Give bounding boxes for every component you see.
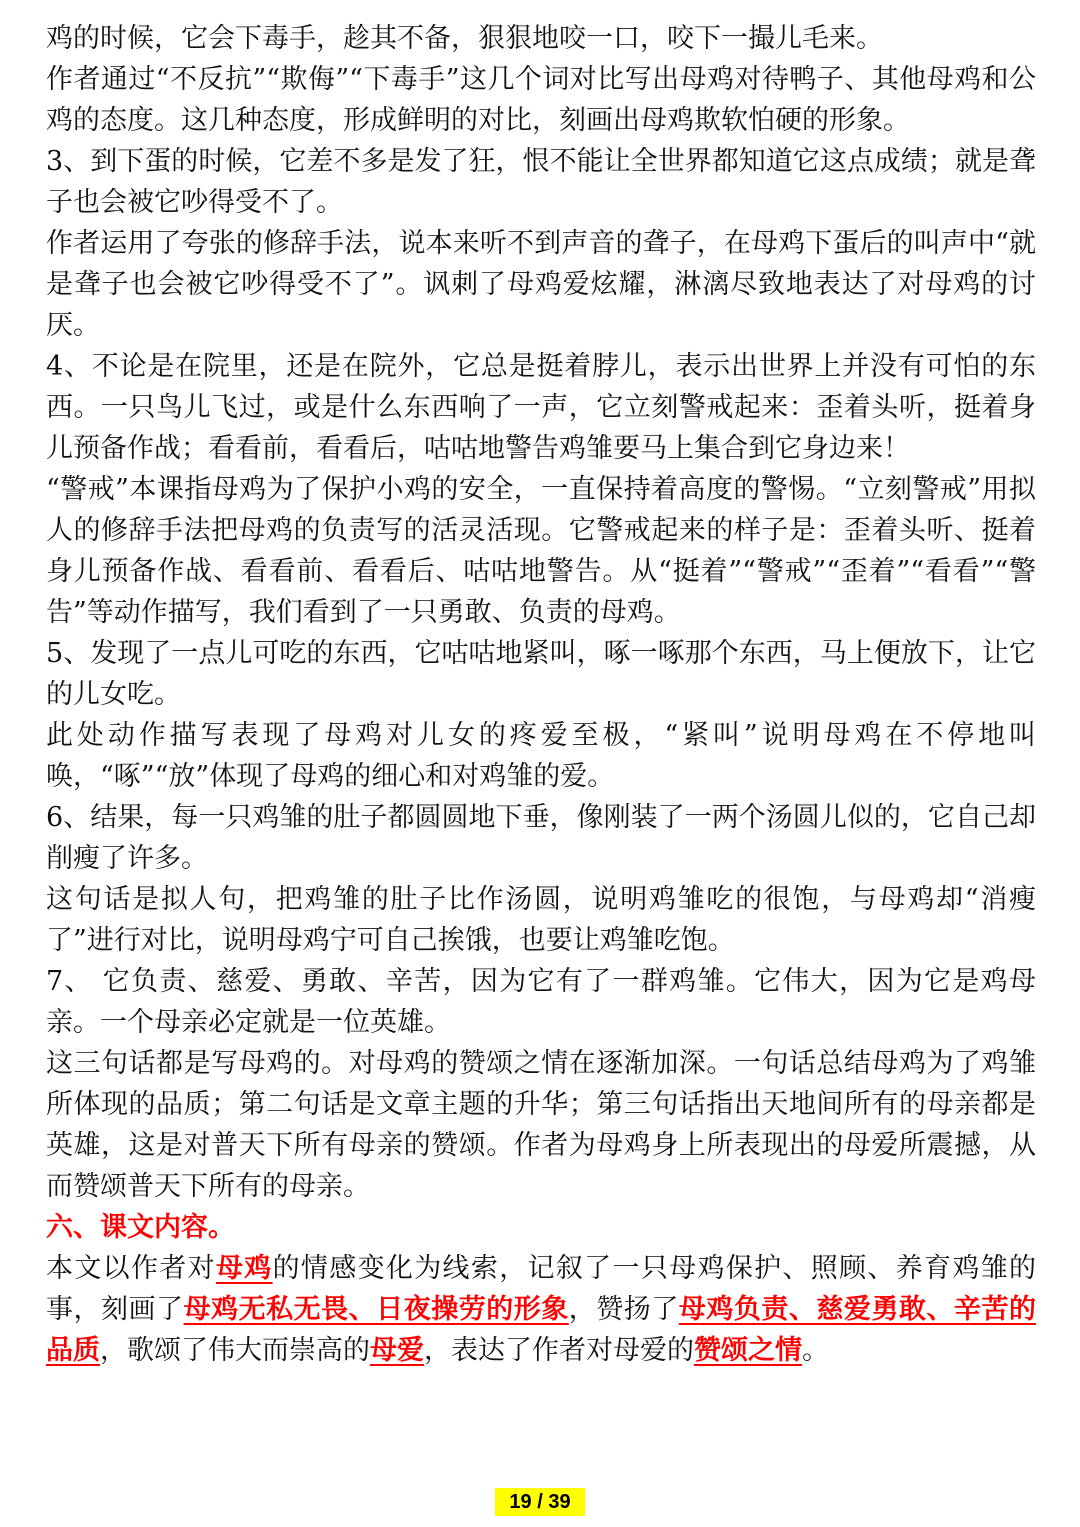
paragraph-6: “警戒”本课指母鸡为了保护小鸡的安全，一直保持着高度的警惕。“立刻警戒”用拟人的修辞手法把母鸡的负责写的活灵活现。它警戒起来的样子是：歪着头听、挺着身儿预备作战、看看前、看看后、咕咕地警告。从“挺着”“警戒”“歪着”“看看”“警告”等动作描写，我们看到了一只勇敢、负责的母鸡。	[46, 474, 1036, 628]
summary-highlight: 母爱	[370, 1335, 424, 1366]
section-heading: 六、课文内容。	[46, 1212, 235, 1243]
summary-highlight: 母鸡无私无畏、日夜操劳的形象	[183, 1294, 569, 1325]
summary-part: ，赞扬了	[568, 1294, 679, 1325]
summary-part: ，表达了作者对母爱的	[424, 1335, 694, 1366]
paragraph-12: 这三句话都是写母鸡的。对母鸡的赞颂之情在逐渐加深。一句话总结母鸡为了鸡雏所体现的品质；第二句话是文章主题的升华；第三句话指出天地间所有的母亲都是英雄，这是对普天下所有母亲的赞颂。作者为母鸡身上所表现出的母爱所震撼，从而赞颂普天下所有的母亲。	[46, 1048, 1036, 1202]
paragraph-7: 5、发现了一点儿可吃的东西，它咕咕地紧叫，啄一啄那个东西，马上便放下，让它的儿女吃。	[46, 638, 1036, 710]
summary-highlight: 母鸡	[215, 1253, 273, 1284]
summary-highlight: 赞颂之情	[694, 1335, 802, 1366]
paragraph-9: 6、结果，每一只鸡雏的肚子都圆圆地下垂，像刚装了一两个汤圆儿似的，它自己却削瘦了许多。	[46, 802, 1036, 874]
page-footer	[0, 1488, 1080, 1516]
summary-part: 的情感变化为线索，记叙了一只母鸡保护、照顾、养育鸡雏的事，刻画了	[46, 1253, 1037, 1325]
paragraph-4: 作者运用了夸张的修辞手法，说本来听不到声音的聋子，在母鸡下蛋后的叫声中“就是聋子也会被它吵得受不了”。讽刺了母鸡爱炫耀，淋漓尽致地表达了对母鸡的讨厌。	[46, 228, 1036, 341]
summary-part: ，歌颂了伟大而崇高的	[100, 1335, 370, 1366]
summary-part: 本文以作者对	[46, 1253, 216, 1284]
section-summary	[46, 1248, 1036, 1371]
paragraph-2: 作者通过“不反抗”“欺侮”“下毒手”这几个词对比写出母鸡对待鸭子、其他母鸡和公鸡的态度。这几种态度，形成鲜明的对比，刻画出母鸡欺软怕硬的形象。	[46, 64, 1036, 136]
document-body	[46, 18, 1036, 1371]
paragraph-3: 3、到下蛋的时候，它差不多是发了狂，恨不能让全世界都知道它这点成绩；就是聋子也会被它吵得受不了。	[46, 146, 1036, 218]
paragraph-10: 这句话是拟人句，把鸡雏的肚子比作汤圆，说明鸡雏吃的很饱，与母鸡却“消瘦了”进行对比，说明母鸡宁可自己挨饿，也要让鸡雏吃饱。	[46, 884, 1036, 956]
summary-part: 。	[802, 1335, 829, 1366]
paragraph-11: 7、 它负责、慈爱、勇敢、辛苦，因为它有了一群鸡雏。它伟大，因为它是鸡母亲。一个母亲必定就是一位英雄。	[46, 966, 1036, 1038]
paragraph-8: 此处动作描写表现了母鸡对儿女的疼爱至极，“紧叫”说明母鸡在不停地叫唤，“啄”“放”体现了母鸡的细心和对鸡雏的爱。	[46, 720, 1036, 792]
paragraph-1: 鸡的时候，它会下毒手，趁其不备，狠狠地咬一口，咬下一撮儿毛来。	[46, 23, 883, 54]
page-number: 19 / 39	[495, 1488, 584, 1516]
paragraph-5: 4、不论是在院里，还是在院外，它总是挺着脖儿，表示出世界上并没有可怕的东西。一只鸟儿飞过，或是什么东西响了一声，它立刻警戒起来：歪着头听，挺着身儿预备作战；看看前，看看后，咕咕地警告鸡雏要马上集合到它身边来！	[46, 351, 1036, 464]
summary-highlight: 母鸡负责、慈爱勇敢、辛苦的品质	[46, 1294, 1037, 1366]
